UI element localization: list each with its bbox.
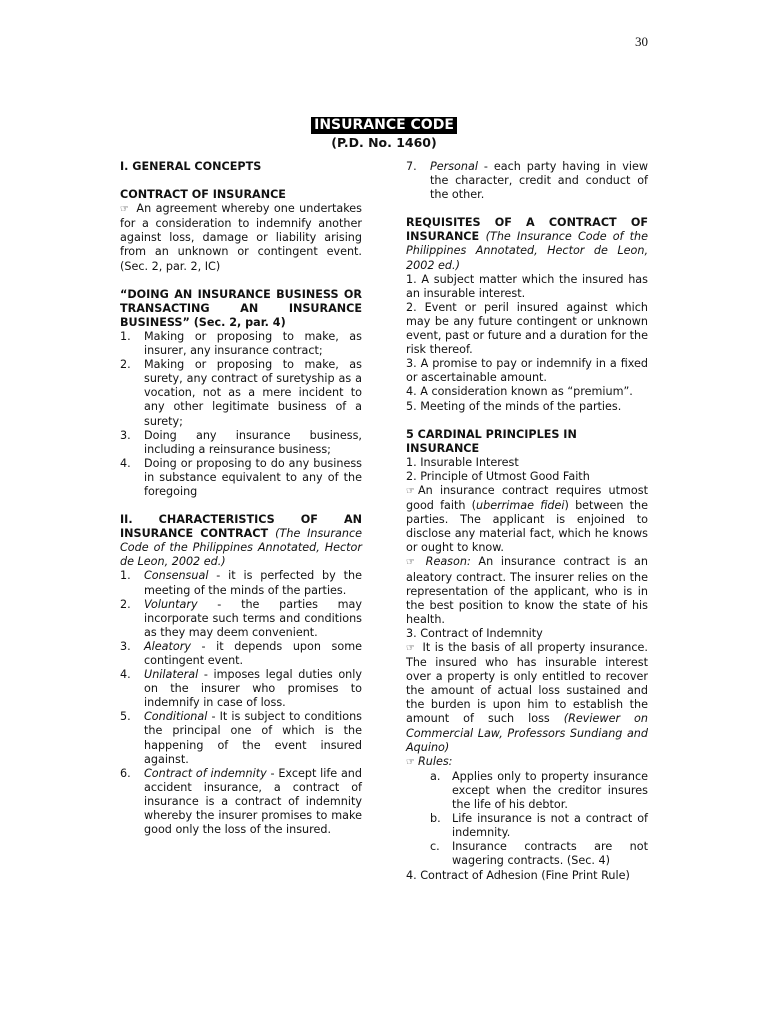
list-item: 5. Conditional - It is subject to conditions the principal one of which is the happening of the event insured against. <box>120 710 362 766</box>
contract-definition: ☞ An agreement whereby one undertakes for a consideration to indemnify another against loss, damage or liability arising from an unknown or contingent event. (Sec. 2, par. 2, IC) <box>120 202 362 273</box>
principle-item: 4. Contract of Adhesion (Fine Print Rule) <box>406 868 630 882</box>
list-item: 7. Personal - each party having in view the character, credit and conduct of the other. <box>406 160 648 202</box>
principle-item: 3. Contract of Indemnity <box>406 626 543 640</box>
requisite-item: 3. A promise to pay or indemnify in a fixed or ascertainable amount. <box>406 357 648 385</box>
page-title: INSURANCE CODE <box>311 117 457 134</box>
requisite-item: 4. A consideration known as “premium”. <box>406 385 633 399</box>
characteristics-heading: II. CHARACTERISTICS OF AN INSURANCE CONTRACT (The Insurance Code of the Philippines Annotated, Hector de Leon, 2002 ed.) <box>120 513 362 569</box>
requisite-item: 2. Event or peril insured against which may be any future contingent or unknown event, past or future and a duration for the risk thereof. <box>406 300 648 357</box>
list-item: 6. Contract of indemnity - Except life and accident insurance, a contract of insurance is a contract of indemnity whereby the insurer promises to make good only the loss of the insured. <box>120 766 362 837</box>
indemnity-citation: (Reviewer on Commercial Law, Professors Sundiang and Aquino) <box>406 712 648 754</box>
title-block <box>0 114 768 150</box>
list-item: 4. Doing or proposing to do any business in substance equivalent to any of the foregoing <box>120 456 362 498</box>
right-column <box>406 160 648 883</box>
principle-item: 2. Principle of Utmost Good Faith <box>406 469 590 483</box>
characteristics-list <box>120 569 362 837</box>
left-column <box>120 160 362 837</box>
list-item: 2. Voluntary - the parties may incorporate such terms and conditions as they may deem convenient. <box>120 597 362 639</box>
insurance-business-heading: “DOING AN INSURANCE BUSINESS OR TRANSACTING AN INSURANCE BUSINESS” (Sec. 2, par. 4) <box>120 287 362 329</box>
insurance-business-list <box>120 330 362 499</box>
characteristics-list-continued <box>406 160 648 202</box>
list-item: b. Life insurance is not a contract of indemnity. <box>430 812 648 840</box>
list-item: 1. Consensual - it is perfected by the meeting of the minds of the parties. <box>120 569 362 597</box>
requisites-citation: (The Insurance Code of the Philippines Annotated, Hector de Leon, 2002 ed.) <box>406 230 648 272</box>
list-item: 2. Making or proposing to make, as surety, any contract of suretyship as a vocation, not as a mere incident to any other legitimate business of a surety; <box>120 358 362 428</box>
cardinal-principles-heading: 5 CARDINAL PRINCIPLES IN INSURANCE <box>406 427 577 455</box>
list-item: 3. Aleatory - it depends upon some contingent event. <box>120 639 362 667</box>
pointing-hand-icon: ☞ <box>406 756 415 768</box>
requisite-item: 5. Meeting of the minds of the parties. <box>406 399 622 413</box>
list-item: 4. Unilateral - imposes legal duties only on the insurer who promises to indemnify in case of loss. <box>120 668 362 710</box>
reason-note: ☞ Reason: An insurance contract is an aleatory contract. The insurer relies on the representation of the applicant, who is in the best position to know the state of his health. <box>406 555 648 626</box>
requisite-item: 1. A subject matter which the insured has an insurable interest. <box>406 272 648 300</box>
pointing-hand-icon: ☞ <box>406 485 415 497</box>
indemnity-note: ☞ It is the basis of all property insurance. The insured who has insurable interest over a property is only entitled to recover the amount of actual loss sustained and the burden is upon him to establish the amount of such loss (Reviewer on Commercial Law, Professors Sundiang and Aquino) <box>406 641 648 754</box>
rules-label: ☞ Rules: <box>406 754 453 768</box>
requisites-heading: REQUISITES OF A CONTRACT OF INSURANCE (The Insurance Code of the Philippines Annotated, Hector de Leon, 2002 ed.) <box>406 216 648 272</box>
list-item: 3. Doing any insurance business, including a reinsurance business; <box>120 428 362 456</box>
principle-item: 1. Insurable Interest <box>406 455 519 469</box>
pointing-hand-icon: ☞ <box>406 557 415 569</box>
list-item: 1. Making or proposing to make, as insurer, any insurance contract; <box>120 329 362 358</box>
good-faith-note: ☞ An insurance contract requires utmost good faith (uberrimae fidei) between the parties. The applicant is enjoined to disclose any material fact, which he knows or ought to know. <box>406 483 648 555</box>
list-item: a. Applies only to property insurance except when the creditor insures the life of his debtor. <box>430 769 648 812</box>
general-concepts-heading: I. GENERAL CONCEPTS <box>120 160 262 173</box>
rules-list <box>430 770 648 869</box>
list-item: c. Insurance contracts are not wagering contracts. (Sec. 4) <box>430 840 648 868</box>
characteristics-citation: (The Insurance Code of the Philippines Annotated, Hector de Leon, 2002 ed.) <box>120 527 362 569</box>
pointing-hand-icon: ☞ <box>406 643 415 654</box>
page-number: 30 <box>635 34 648 49</box>
contract-of-insurance-heading: CONTRACT OF INSURANCE <box>120 188 286 202</box>
pointing-hand-icon: ☞ <box>120 204 129 216</box>
page-subtitle: (P.D. No. 1460) <box>331 135 437 150</box>
